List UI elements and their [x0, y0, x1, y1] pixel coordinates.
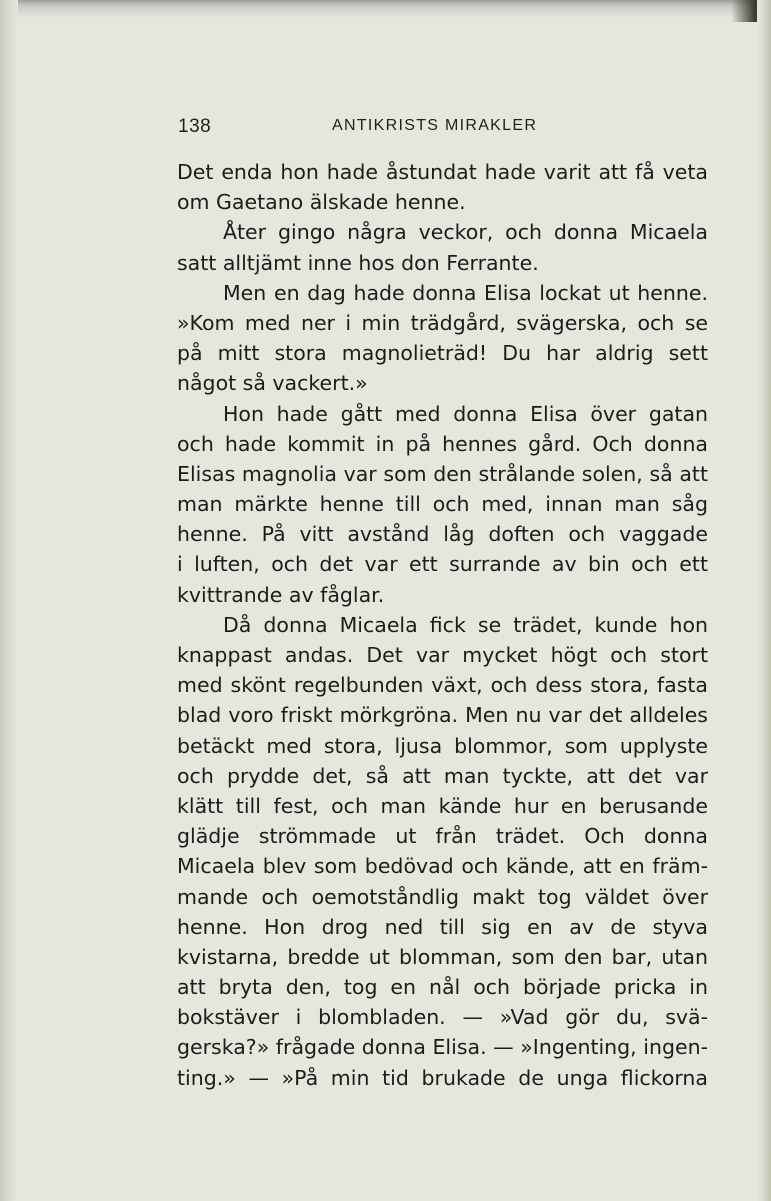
text-line: »Kom med ner i min trädgård, svägerska, och se [177, 310, 708, 335]
running-title: ANTIKRISTS MIRAKLER [332, 117, 538, 134]
text-line: Då donna Micaela fick se trädet, kunde hon [223, 612, 708, 637]
text-line: Det enda hon hade åstundat hade varit att få veta [177, 160, 708, 184]
text-line: kvittrande av fåglar. [177, 582, 385, 607]
text-line: bokstäver i blombladen. — »Vad gör du, svä- [177, 1005, 708, 1030]
text-line: knappast andas. Det var mycket högt och stort [177, 643, 708, 667]
text-line: henne. Hon drog ned till sig en av de styva [177, 914, 708, 939]
text-line: blad voro friskt mörkgröna. Men nu var det alldeles [177, 703, 708, 728]
text-line: Micaela blev som bedövad och kände, att en främ- [177, 854, 708, 879]
text-line: henne. På vitt avstånd låg doften och vaggade [177, 522, 708, 547]
text-line: om Gaetano älskade henne. [177, 190, 466, 215]
text-line: något så vackert.» [177, 371, 368, 396]
page-left-edge [0, 0, 18, 1201]
text-line: i luften, och det var ett surrande av bin och ett [177, 552, 708, 577]
text-line: gerska?» frågade donna Elisa. — »Ingenting, ingen- [177, 1035, 708, 1060]
page-number: 138 [178, 116, 212, 137]
text-line: Hon hade gått med donna Elisa över gatan [223, 401, 708, 426]
text-line: Men en dag hade donna Elisa lockat ut henne. [223, 280, 708, 305]
text-line: ting.» — »På min tid brukade de unga flickorna [177, 1065, 708, 1090]
text-line: mande och oemotståndlig makt tog väldet över [177, 884, 708, 909]
text-line: satt alltjämt inne hos don Ferrante. [177, 250, 539, 275]
text-line: klätt till fest, och man kände hur en berusande [177, 793, 708, 818]
text-line: betäckt med stora, ljusa blommor, som upplyste [177, 733, 708, 758]
page-right-edge [757, 0, 771, 1201]
text-line: man märkte henne till och med, innan man såg [177, 492, 708, 517]
text-line: på mitt stora magnolieträd! Du har aldrig sett [177, 341, 708, 366]
body-text [177, 157, 708, 1093]
page-top-edge [0, 0, 771, 18]
text-line: glädje strömmade ut från trädet. Och donna [177, 824, 708, 849]
text-line: att bryta den, tog en nål och började pricka in [177, 975, 708, 1000]
text-line: Åter gingo några veckor, och donna Micaela [223, 220, 708, 245]
text-line: och hade kommit in på hennes gård. Och donna [177, 431, 708, 456]
text-line: med skönt regelbunden växt, och dess stora, fasta [177, 673, 708, 698]
text-line: Elisas magnolia var som den strålande solen, så att [177, 461, 708, 486]
text-line: kvistarna, bredde ut blomman, som den bar, utan [177, 944, 708, 969]
text-line: och prydde det, så att man tyckte, att det var [177, 763, 708, 788]
running-header [178, 116, 708, 142]
